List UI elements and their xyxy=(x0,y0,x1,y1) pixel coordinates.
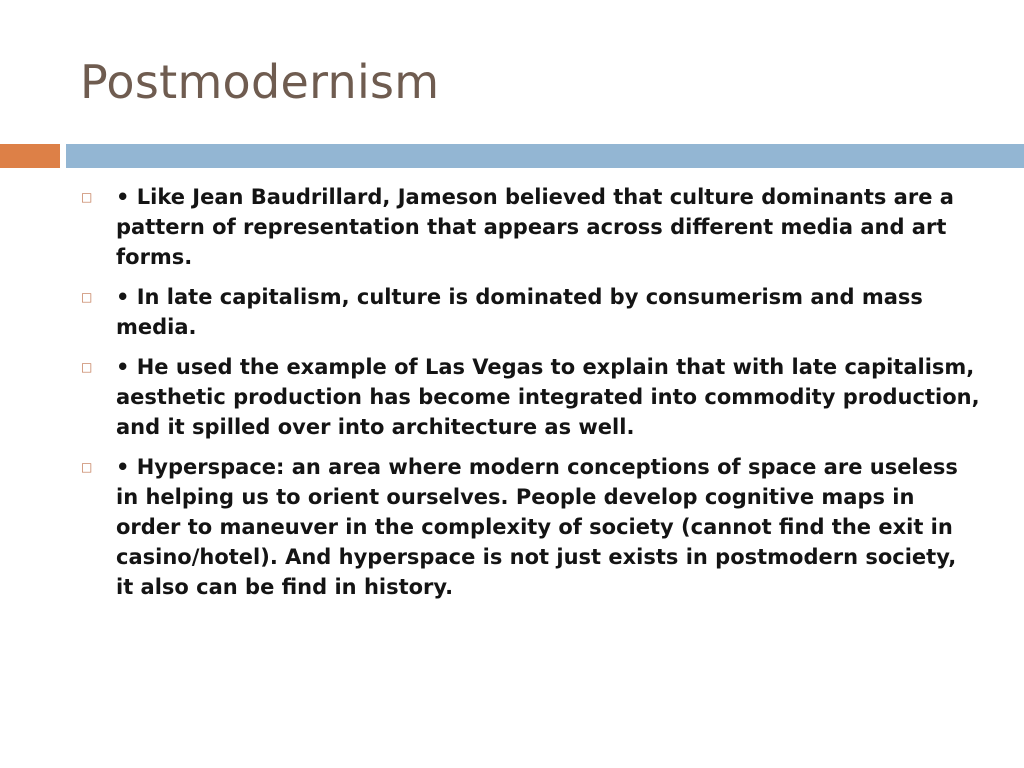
hollow-square-icon: □ xyxy=(81,460,93,474)
bullet-text: • In late capitalism, culture is dominated by consumerism and mass media. xyxy=(116,285,923,339)
accent-bar-orange xyxy=(0,144,60,168)
hollow-square-icon: □ xyxy=(81,290,93,304)
bullet-text: • Hyperspace: an area where modern conceptions of space are useless in helping us to orient ourselves. People develop cognitive maps in order to maneuver in the complexity of society (cannot find the exit in casino/hotel). And hyperspace is not just exists in postmodern society, it also can be find in history. xyxy=(116,455,958,599)
bullet-item xyxy=(80,182,980,272)
bullet-item xyxy=(80,452,980,602)
bullet-text: • Like Jean Baudrillard, Jameson believed that culture dominants are a pattern of representation that appears across different media and art forms. xyxy=(116,185,954,269)
bullet-list xyxy=(80,182,980,602)
bullet-item xyxy=(80,352,980,442)
bullet-item xyxy=(80,282,980,342)
slide-content xyxy=(80,182,980,612)
slide-title: Postmodernism xyxy=(80,55,440,109)
hollow-square-icon: □ xyxy=(81,360,93,374)
accent-bar-blue xyxy=(66,144,1024,168)
bullet-text: • He used the example of Las Vegas to explain that with late capitalism, aesthetic production has become integrated into commodity production, and it spilled over into architecture as well. xyxy=(116,355,980,439)
hollow-square-icon: □ xyxy=(81,190,93,204)
